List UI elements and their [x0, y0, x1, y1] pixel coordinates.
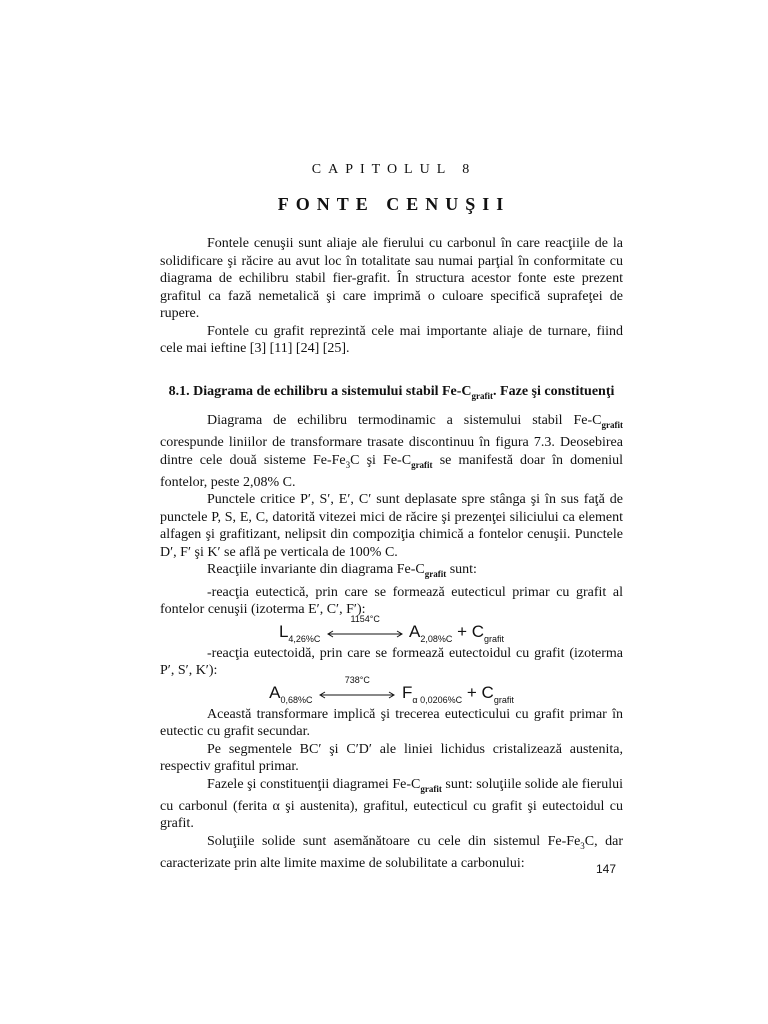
- eq-subscript: grafit: [493, 694, 514, 705]
- eq-symbol: C: [471, 621, 485, 641]
- section-heading: [160, 383, 623, 405]
- text-span: sunt: soluţiile solide ale fierului cu carbonul (ferita α şi austenita), grafitul, eutecticul cu grafit şi eutectoidul cu grafit.: [160, 776, 623, 832]
- text-span: C şi Fe-C: [350, 452, 412, 468]
- subscript: 3: [345, 459, 351, 470]
- subscript: grafit: [411, 459, 433, 470]
- section-title-subscript: grafit: [471, 390, 494, 401]
- section-number: 8.1.: [168, 383, 190, 399]
- subscript: grafit: [601, 419, 623, 430]
- section-title-part-a: Diagrama de echilibru a sistemului stabil Fe-C: [193, 383, 472, 399]
- paragraph-1: [160, 412, 623, 492]
- eq-symbol: C: [481, 682, 494, 702]
- paragraph-7: Pe segmentele BC′ şi C′D′ ale liniei lichidus cristalizează austenita, respectiv grafitul primar.: [160, 741, 623, 775]
- equation-eutectic: [160, 613, 623, 644]
- chapter-label: CAPITOLUL 8: [311, 162, 477, 177]
- subscript: grafit: [420, 783, 442, 794]
- text-span: Diagrama de echilibru termodinamic a sistemului stabil Fe-C: [207, 412, 602, 428]
- paragraph-5: -reacţia eutectoidă, prin care se formează eutectoidul cu grafit (izoterma P′, S′, K′):: [160, 645, 623, 679]
- eq-operator: +: [466, 682, 477, 702]
- eq-symbol: A: [269, 682, 281, 702]
- body-text: [160, 235, 623, 873]
- reversible-arrow-icon: [326, 613, 404, 636]
- eq-symbol: L: [278, 621, 289, 641]
- eq-subscript: 0,68%C: [280, 694, 313, 705]
- paragraph-3: [160, 561, 623, 583]
- equation-eutectoid: [160, 674, 623, 705]
- subscript: 3: [580, 840, 585, 851]
- eq-temperature: 738°C: [344, 674, 370, 685]
- text-span: Fazele şi constituenţii diagramei Fe-C: [207, 776, 421, 792]
- eq-symbol: A: [408, 621, 421, 641]
- paragraph-4: -reacţia eutectică, prin care se formează eutecticul primar cu grafit al fontelor cenuşii (izoterma E′, C′, F′):: [160, 584, 623, 618]
- eq-subscript: 2,08%C: [420, 633, 453, 644]
- paragraph-9: [160, 833, 623, 873]
- page-number: 147: [596, 862, 617, 876]
- eq-subscript: 4,26%C: [288, 633, 321, 644]
- paragraph-8: [160, 776, 623, 833]
- text-span: se manifestă doar în domeniul fontelor, peste 2,08% C.: [160, 452, 623, 490]
- paragraph-6: Această transformare implică şi trecerea eutecticului cu grafit primar în eutectic cu grafit secundar.: [160, 706, 623, 740]
- eq-temperature: 1154°C: [350, 613, 380, 624]
- eq-subscript: grafit: [484, 633, 505, 644]
- text-span: Reacţiile invariante din diagrama Fe-C: [207, 562, 425, 578]
- text-span: Soluţiile solide sunt asemănătoare cu cele din sistemul Fe-Fe: [207, 833, 581, 849]
- subscript: grafit: [424, 569, 447, 580]
- eq-subscript: α 0,0206%C: [412, 694, 463, 705]
- chapter-title: FONTE CENUŞII: [277, 194, 511, 214]
- reversible-arrow-icon: [318, 674, 396, 697]
- text-span: sunt:: [446, 562, 477, 578]
- text-span: C, dar caracterizate prin alte limite maxime de solubilitate a carbonului:: [160, 833, 624, 872]
- eq-symbol: F: [402, 682, 413, 702]
- eq-operator: +: [457, 621, 468, 641]
- intro-paragraph-2: Fontele cu grafit reprezintă cele mai importante aliaje de turnare, fiind cele mai ieftine [3] [11] [24] [25].: [160, 323, 623, 356]
- intro-paragraph-1: Fontele cenuşii sunt aliaje ale fierului cu carbonul în care reacţiile de la solidificare şi răcire au avut loc în totalitate sau numai parţial în conformitate cu diagrama de echilibru stabil fier-grafit. În structura acestor fonte este prezent grafitul ca fază nemetalică şi care imprimă o culoare specifică suprafeţei de rupere.: [160, 236, 623, 321]
- section-title-part-b: . Faze şi constituenţi: [493, 383, 615, 399]
- paragraph-2: Punctele critice P′, S′, E′, C′ sunt deplasate spre stânga şi în sus faţă de punctele P, S, E, C, datorită vitezei mici de răcire şi prezenţei siliciului ca element alfagen şi grafitizant, nelipsit din compoziţia chimică a fontelor cenuşii. Punctele D′, F′ şi K′ se află pe verticala de 100% C.: [160, 492, 623, 560]
- text-span: corespunde liniilor de transformare trasate discontinuu în figura 7.3. Deosebirea dintre cele două sisteme Fe-Fe: [160, 435, 623, 468]
